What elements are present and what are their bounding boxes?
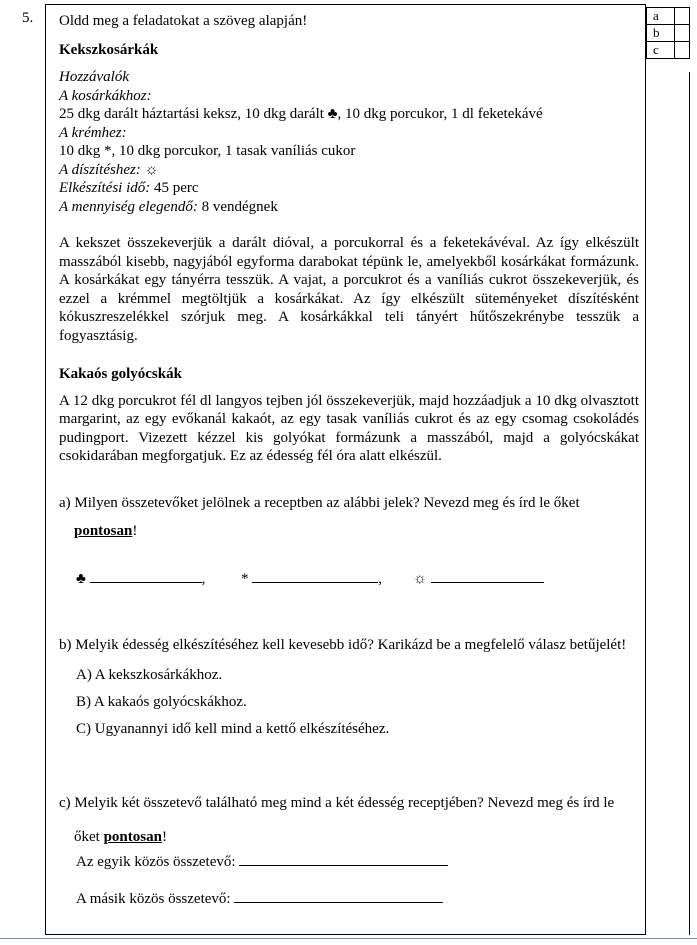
answer-c2-row <box>76 890 443 908</box>
answer-c1-field[interactable] <box>239 853 448 866</box>
question-c-exclaim: ! <box>161 828 167 845</box>
question-c <box>59 779 639 846</box>
basket-heading: A kosárkákhoz: <box>59 87 152 104</box>
servings-value: 8 vendégnek <box>197 198 278 215</box>
margin-line <box>689 72 690 935</box>
answer-c1-label: Az egyik közös összetevő: <box>76 854 236 870</box>
question-a-exclaim: ! <box>132 522 138 539</box>
cream-heading: A krémhez: <box>59 124 127 141</box>
score-box-b[interactable] <box>675 25 690 42</box>
option-a[interactable]: A) A kekszkosárkákhoz. <box>76 667 223 683</box>
question-a-emphasis: pontosan <box>74 522 133 539</box>
answer-a1-field[interactable] <box>90 570 202 583</box>
question-c-prefix: őket <box>74 828 104 845</box>
question-b-text: b) Melyik édesség elkészítéséhez kell kevesebb idő? Karikázd be a megfelelő válasz betűjelét! <box>59 637 627 653</box>
servings-label: A mennyiség elegendő: <box>59 198 198 215</box>
time-line <box>59 179 639 198</box>
answer-a2-group <box>241 570 382 588</box>
answer-a-separator-1: , <box>201 571 206 587</box>
ingredients-heading: Hozzávalók <box>59 69 129 85</box>
sun-icon: ☼ <box>144 161 159 178</box>
answer-c1-row <box>76 853 448 871</box>
answer-a3-group <box>413 570 544 588</box>
basket-items: 25 dkg darált háztartási keksz, 10 dkg darált ♣, 10 dkg porcukor, 1 dl feketekávé <box>59 106 543 122</box>
time-value: 45 perc <box>150 180 199 196</box>
answer-c2-field[interactable] <box>234 890 443 903</box>
answer-a3-field[interactable] <box>431 570 544 583</box>
decor-line <box>59 161 639 180</box>
servings-line <box>59 198 639 217</box>
page-bottom-line <box>0 938 697 939</box>
asterisk-icon: * <box>241 571 249 587</box>
recipe2-text: A 12 dkg porcukrot fél dl langyos tejben jól összekeverjük, majd hozzáadjuk a 10 dkg olvasztott margarint, az egy evőkanál kakaót, az egy tasak vaníliás cukrot és az egy csomag csokoládés pudingport. Vizezett kézzel kis golyókat formázunk a masszából, majd a golyócskákat csokidarában megforgatjuk. Ez az édesség fél óra alatt elkészül. <box>59 392 639 464</box>
answer-a-separator-2: , <box>378 571 382 587</box>
decor-heading: A díszítéshez: <box>59 161 141 178</box>
recipe2-title: Kakaós golyócskák <box>59 366 182 382</box>
answer-c2-label: A másik közös összetevő: <box>76 891 231 907</box>
reading-text <box>59 12 639 466</box>
cream-items: 10 dkg *, 10 dkg porcukor, 1 tasak vaníliás cukor <box>59 143 356 159</box>
club-icon: ♣ <box>76 571 86 587</box>
recipe1-text: A kekszet összekeverjük a darált dióval, a porcukorral és a feketekávéval. Az így elkészült masszából kisebb, nagyjából egyforma darabokat tépünk le, amelyekből kosárkákat formázunk. A kosárkákat egy tányérra tesszük. A vajat, a porcukrot és a vaníliás cukrot összekeverjük, és ezzel a krémmel megtöltjük a kosárkákat. Az így elkészült süteményeket díszítésként kókuszreszelékkel szórjuk meg. A kosárkákkal teli tányért hűtőszekrénybe tesszük a fogyasztásig. <box>59 235 639 344</box>
question-a-end <box>74 522 639 541</box>
score-label-a: a <box>647 8 675 25</box>
option-b[interactable]: B) A kakaós golyócskákhoz. <box>76 694 247 710</box>
answer-a-row <box>76 570 205 588</box>
question-a <box>59 494 639 540</box>
score-grid <box>646 7 690 59</box>
score-box-a[interactable] <box>675 8 690 25</box>
recipe1-title: Kekszkosárkák <box>59 41 159 58</box>
task-number: 5. <box>22 10 34 26</box>
task-instruction: Oldd meg a feladatokat a szöveg alapján! <box>59 13 308 29</box>
question-b <box>59 621 639 670</box>
question-c-text-line1: c) Melyik két összetevő található meg mind a két édesség receptjében? Nevezd meg és írd le <box>59 795 615 811</box>
score-box-c[interactable] <box>675 42 690 59</box>
option-c[interactable]: C) Ugyanannyi idő kell mind a kettő elkészítéséhez. <box>76 721 390 737</box>
time-label: Elkészítési idő: <box>59 180 151 196</box>
sun-icon: ☼ <box>413 571 427 587</box>
score-label-c: c <box>647 42 675 59</box>
answer-a2-field[interactable] <box>252 570 378 583</box>
score-label-b: b <box>647 25 675 42</box>
question-c-text-line2 <box>74 828 639 847</box>
question-a-text: a) Milyen összetevőket jelölnek a receptben az alábbi jelek? Nevezd meg és írd le őket <box>59 495 580 511</box>
question-c-emphasis: pontosan <box>103 828 162 845</box>
